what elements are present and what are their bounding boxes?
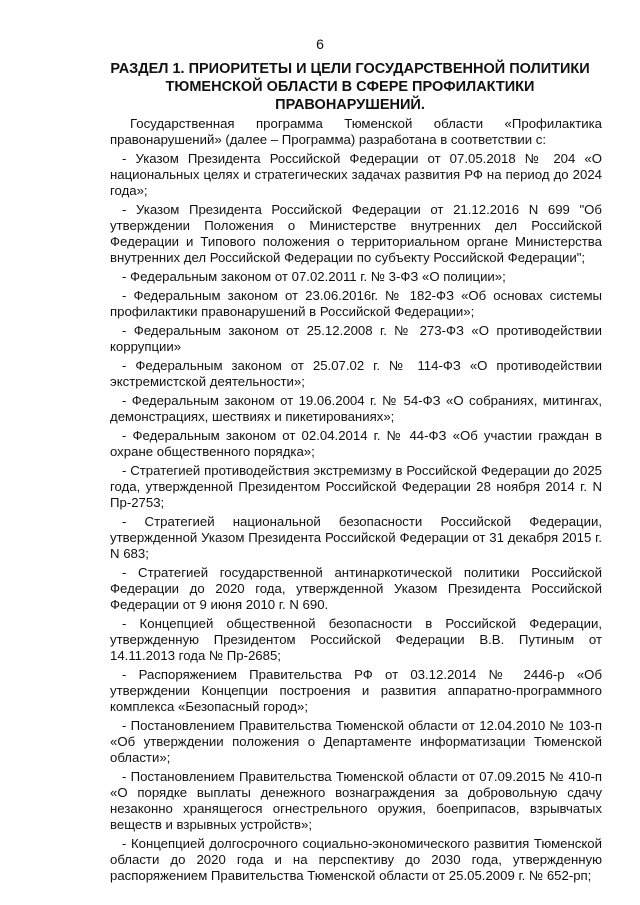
list-item: - Федеральным законом от 19.06.2004 г. № 54-ФЗ «О собраниях, митингах, демонстрациях, шествиях и пикетированиях»; [110,393,602,424]
list-item: - Распоряжением Правительства РФ от 03.12.2014 № 2446-р «Об утверждении Концепции построения и развития аппаратно-программного комплекса «Безопасный город»; [110,667,602,714]
list-item: - Федеральным законом от 02.04.2014 г. № 44-ФЗ «Об участии граждан в охране общественного порядка»; [110,428,602,459]
list-item: - Стратегией государственной антинаркотической политики Российской Федерации до 2020 года, утвержденной Указом Президента Российской Федерации от 9 июня 2010 г. N 690. [110,565,602,612]
list-item: - Федеральным законом от 23.06.2016г. № 182-ФЗ «Об основах системы профилактики правонарушений в Российской Федерации»; [110,288,602,319]
list-item: - Постановлением Правительства Тюменской области от 12.04.2010 № 103-п «Об утверждении положения о Департаменте информатизации Тюменской области»; [110,718,602,765]
list-item: - Стратегией противодействия экстремизму в Российской Федерации до 2025 года, утвержденной Президентом Российской Федерации 28 ноября 2014 г. N Пр-2753; [110,463,602,510]
page-number: 6 [316,36,324,52]
intro-paragraph: Государственная программа Тюменской области «Профилактика правонарушений» (далее – Программа) разработана в соответствии с: [110,116,602,147]
section-title [100,60,600,114]
list-item: - Концепцией долгосрочного социально-экономического развития Тюменской области до 2020 года и на перспективу до 2030 года, утвержденную распоряжением Правительства Тюменской области от 25.05.2009 г. № 652-рп; [110,836,602,883]
list-item: - Указом Президента Российской Федерации от 21.12.2016 N 699 "Об утверждении Положения о Министерстве внутренних дел Российской Федерации и Типового положения о территориальном органе Министерства внутренних дел Российской Федерации по субъекту Российской Федерации"; [110,202,602,265]
list-item: - Концепцией общественной безопасности в Российской Федерации, утвержденную Президентом Российской Федерации В.В. Путиным от 14.11.2013 года № Пр-2685; [110,616,602,663]
list-item: - Постановлением Правительства Тюменской области от 07.09.2015 № 410-п «О порядке выплаты денежного вознаграждения за добровольную сдачу незаконно хранящегося огнестрельного оружия, боеприпасов, взрывчатых веществ и взрывных устройств»; [110,769,602,832]
list-item: - Стратегией национальной безопасности Российской Федерации, утвержденной Указом Президента Российской Федерации от 31 декабря 2015 г. N 683; [110,514,602,561]
list-item: - Федеральным законом от 25.07.02 г. № 114-ФЗ «О противодействии экстремистской деятельности»; [110,358,602,389]
section-title-line-2: ТЮМЕНСКОЙ ОБЛАСТИ В СФЕРЕ ПРОФИЛАКТИКИ ПРАВОНАРУШЕНИЙ. [165,79,535,113]
document-body [110,116,602,887]
list-item: - Федеральным законом от 07.02.2011 г. № 3-ФЗ «О полиции»; [122,269,506,284]
list-item: - Указом Президента Российской Федерации от 07.05.2018 № 204 «О национальных целях и стратегических задачах развития РФ на период до 2024 года»; [110,151,602,198]
section-title-line-1: РАЗДЕЛ 1. ПРИОРИТЕТЫ И ЦЕЛИ ГОСУДАРСТВЕННОЙ ПОЛИТИКИ [110,61,590,77]
list-item: - Федеральным законом от 25.12.2008 г. № 273-ФЗ «О противодействии коррупции» [110,323,602,354]
